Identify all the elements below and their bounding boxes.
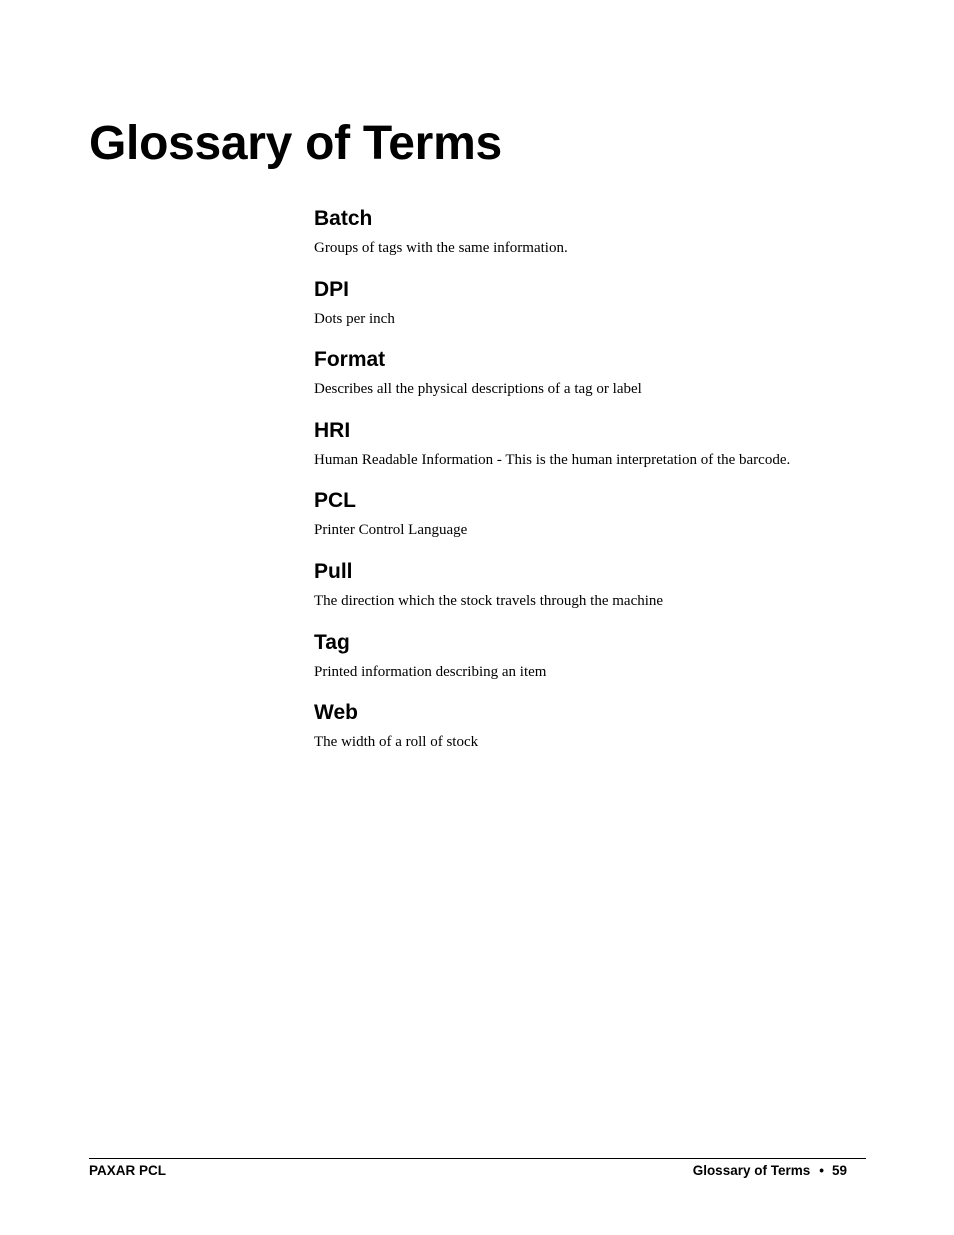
glossary-term: DPI [314,277,350,301]
glossary-definition: Human Readable Information - This is the human interpretation of the barcode. [314,451,791,468]
glossary-definition: Groups of tags with the same information. [314,240,568,256]
page-footer [89,1158,866,1178]
glossary-entry-pcl [314,486,874,557]
glossary-entry-batch [314,204,874,275]
glossary-definition: Dots per inch [314,310,395,327]
footer-page-info [693,1161,847,1181]
glossary-entry-hri [314,416,874,487]
footer-section-title: Glossary of Terms [692,1163,811,1178]
footer-bullet: • [819,1163,824,1178]
footer-page-number: 59 [831,1163,847,1178]
glossary-entry-dpi [314,275,874,346]
glossary-term: Tag [314,630,350,654]
glossary-entry-tag [314,628,874,699]
glossary-definition: Describes all the physical descriptions of a tag or label [314,381,642,398]
glossary-term: PCL [314,489,356,513]
glossary-entry-pull [314,557,874,628]
glossary-term: Pull [314,559,353,583]
glossary-definition: Printed information describing an item [314,663,547,680]
glossary-term: HRI [314,418,351,442]
glossary-term: Web [314,701,358,725]
glossary-list [314,204,874,769]
glossary-term: Batch [314,207,373,230]
footer-product-name: PAXAR PCL [89,1163,167,1178]
glossary-entry-format [314,345,874,416]
glossary-term: Format [314,348,386,372]
glossary-definition: Printer Control Language [314,522,468,539]
page-title: Glossary of Terms [89,117,502,170]
glossary-definition: The width of a roll of stock [314,734,479,751]
glossary-definition: The direction which the stock travels through the machine [314,592,664,609]
glossary-entry-web [314,698,874,769]
